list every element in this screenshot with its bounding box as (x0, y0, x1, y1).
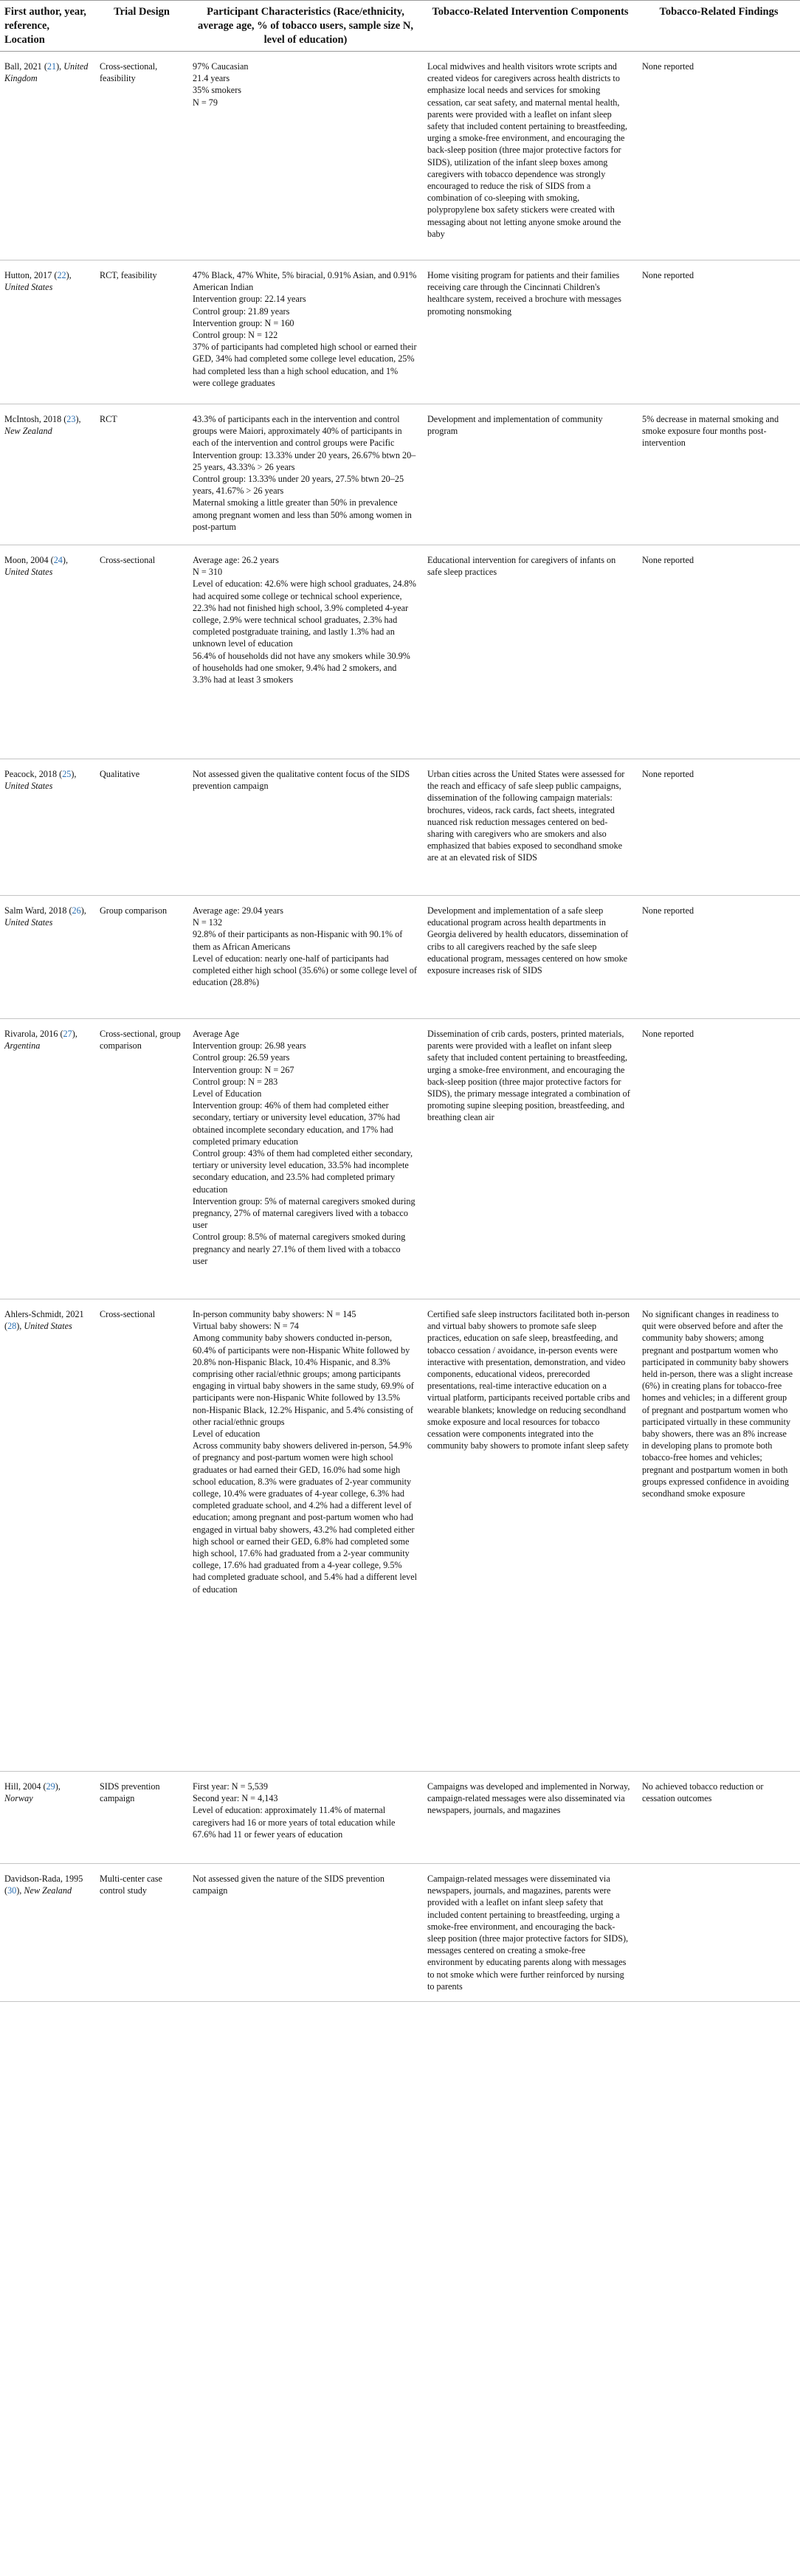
participant-line: Level of education: nearly one-half of participants had completed either high school (35.6%) or some college level of education (28.8%) (193, 953, 417, 988)
reference-close: ), (55, 1781, 61, 1792)
intervention-components: Development and implementation of a safe sleep educational program across health departments in Georgia delivered by health educators, dissemination of cribs to all caregivers reached by the safe sleep educational program, messages centered on how smoke exposure increases risk of SIDS (423, 896, 638, 1019)
table-body (0, 52, 800, 2002)
reference-close: ), (72, 1029, 77, 1039)
tobacco-findings (638, 1864, 800, 2002)
table-row (0, 759, 800, 896)
participant-characteristics (188, 260, 423, 404)
header-findings: Tobacco-Related Findings (638, 1, 800, 52)
participant-line: Level of education (193, 1429, 261, 1440)
reference-close: ), (16, 1321, 24, 1332)
study-author: Ahlers-Schmidt, 2021 ( (4, 1309, 84, 1332)
table-row (0, 1299, 800, 1772)
participant-line: Control group: 26.59 years (193, 1052, 290, 1063)
study-location: Argentina (4, 1040, 41, 1052)
participant-characteristics (188, 1772, 423, 1864)
participant-line: Control group: 13.33% under 20 years, 27.5% btwn 20–25 years, 41.67% > 26 years (193, 474, 404, 497)
participant-line: 21.4 years (193, 73, 230, 84)
intervention-components: Campaigns was developed and implemented in Norway, campaign-related messages were also disseminated via newspapers, journals, and magazines (423, 1772, 638, 1864)
table-row (0, 260, 800, 404)
participant-characteristics (188, 1019, 423, 1299)
participant-line: Control group: 21.89 years (193, 305, 290, 317)
tobacco-findings: None reported (638, 896, 800, 1019)
participant-line: Not assessed given the nature of the SIDS prevention campaign (193, 1874, 385, 1896)
reference-close: ), (80, 905, 86, 916)
tobacco-findings: None reported (638, 260, 800, 404)
participant-line: Across community baby showers delivered in-person, 54.9% of pregnancy and post-partum women were high school graduates or had earned their GED, 16.0% had some high school education, 8.3% were graduates of 2-year community college, 10.4% were graduates of 4-year college, 6.3% had completed graduate school, and 4.2% had a different level of education; among pregnant and post-partum women who had engaged in virtual baby showers, 43.2% had completed either high school or earned their GED, 6.8% had completed some high school, 17.6% had graduated from a 2-year community college, 17.6% had graduated from a 4-year college, 9.5% had completed graduate school, and 5.4% had a different level of education (193, 1440, 418, 1595)
participant-line: Control group: 8.5% of maternal caregivers smoked during pregnancy and nearly 27.1% of them lived with a tobacco user (193, 1232, 406, 1266)
reference-link[interactable]: 25 (62, 769, 72, 779)
trial-design: Cross-sectional, group comparison (95, 1019, 188, 1299)
participant-characteristics (188, 404, 423, 545)
participant-characteristics (188, 1864, 423, 2002)
participant-line: N = 79 (193, 97, 218, 108)
participant-line: Virtual baby showers: N = 74 (193, 1321, 299, 1332)
participant-characteristics (188, 759, 423, 896)
participant-line: Intervention group: 26.98 years (193, 1040, 306, 1052)
participant-line: Level of Education (193, 1088, 262, 1099)
table-row (0, 1772, 800, 1864)
intervention-components: Campaign-related messages were disseminated via newspapers, journals, and magazines, parents were provided with a leaflet on infant sleep safety that included content pertaining to breastfeeding, urging a smoke-free environment, and encouraging the back-sleep position (three major protective factors for SIDS), messages centered on creating a smoke-free environment by educating parents along with messages to not smoke which were further reinforced by nursing to parents (423, 1864, 638, 2002)
study-cell (0, 545, 95, 759)
study-cell (0, 260, 95, 404)
participant-line: Intervention group: N = 160 (193, 317, 294, 328)
study-cell (0, 1299, 95, 1772)
intervention-components: Educational intervention for caregivers of infants on safe sleep practices (423, 545, 638, 759)
trial-design: SIDS prevention campaign (95, 1772, 188, 1864)
study-location: United States (4, 781, 53, 792)
table-row (0, 896, 800, 1019)
study-cell (0, 1864, 95, 2002)
intervention-components: Certified safe sleep instructors facilitated both in-person and virtual baby showers to promote safe sleep practices, education on safe sleep, breastfeeding, and tobacco cessation / avoidance, in-person events were interactive with presentation, demonstration, and video components, educational videos, prerecorded presentations, real-time interactive education on a virtual platform, participants received portable cribs and wearable blankets; knowledge on reducing secondhand smoke exposure and local resources for tobacco cessation were components integrated into the community baby showers to promote infant sleep safety (423, 1299, 638, 1772)
study-cell (0, 404, 95, 545)
reference-close: ), (16, 1885, 24, 1896)
tobacco-findings: None reported (638, 1019, 800, 1299)
table-row (0, 52, 800, 260)
reference-close: ), (56, 61, 64, 72)
tobacco-findings: No significant changes in readiness to quit were observed before and after the community baby showers; among pregnant and postpartum women who participated in community baby showers held in-person, there was a slight increase (6%) in creating plans for tobacco-free homes and vehicles; in a different group of pregnant and postpartum women who participated virtually in these community baby showers, there was an 8% increase in developing plans to promote both tobacco-free homes and vehicles; pregnant and postpartum women in both groups expressed confidence in avoiding secondhand smoke exposure (638, 1299, 800, 1772)
study-author: Ball, 2021 ( (4, 61, 47, 72)
study-author: Peacock, 2018 ( (4, 769, 63, 779)
participant-line: 92.8% of their participants as non-Hispanic with 90.1% of them as African Americans (193, 929, 403, 952)
trial-design: Cross-sectional, feasibility (95, 52, 188, 260)
participant-line: Control group: N = 283 (193, 1076, 278, 1087)
reference-link[interactable]: 24 (53, 555, 63, 565)
study-location: New Zealand (4, 426, 52, 437)
participant-line: Average Age (193, 1029, 240, 1039)
tobacco-findings: None reported (638, 545, 800, 759)
participant-line: N = 132 (193, 917, 223, 928)
participant-line: Average age: 26.2 years (193, 555, 279, 565)
table-row (0, 1019, 800, 1299)
trial-design: Cross-sectional (95, 1299, 188, 1772)
header-intervention: Tobacco-Related Intervention Components (423, 1, 638, 52)
participant-line: Maternal smoking a little greater than 50% in prevalence among pregnant women and less than 50% among women in post-partum (193, 497, 412, 532)
participant-characteristics (188, 52, 423, 260)
study-cell (0, 759, 95, 896)
study-author: Hill, 2004 ( (4, 1781, 46, 1792)
header-participants: Participant Characteristics (Race/ethnicity, average age, % of tobacco users, sample size N, level of education) (188, 1, 423, 52)
reference-close: ), (71, 769, 77, 779)
participant-line: Control group: N = 122 (193, 330, 278, 341)
trial-design: RCT (95, 404, 188, 545)
reference-link[interactable]: 28 (7, 1321, 17, 1332)
trial-design: Cross-sectional (95, 545, 188, 759)
table-header-row (0, 1, 800, 52)
study-author: Moon, 2004 ( (4, 555, 54, 565)
participant-line: Intervention group: 22.14 years (193, 294, 306, 305)
trial-design: RCT, feasibility (95, 260, 188, 404)
participant-line: 35% smokers (193, 85, 242, 96)
participant-line: Control group: 43% of them had completed either secondary, tertiary or university level education, 33.5% had incomplete secondary education, and 23.5% had completed primary education (193, 1148, 413, 1195)
participant-line: Intervention group: 46% of them had completed either secondary, tertiary or university level education, 37% had obtained incomplete secondary education, and 17% had completed primary education (193, 1100, 401, 1147)
study-location: United States (4, 282, 53, 293)
reference-link[interactable]: 29 (46, 1781, 55, 1792)
tobacco-findings: No achieved tobacco reduction or cessation outcomes (638, 1772, 800, 1864)
tobacco-findings: None reported (638, 759, 800, 896)
study-cell (0, 1019, 95, 1299)
reference-link[interactable]: 21 (46, 61, 57, 72)
trial-design: Multi-center case control study (95, 1864, 188, 2002)
reference-link[interactable]: 27 (63, 1029, 72, 1039)
participant-line: Intervention group: N = 267 (193, 1064, 294, 1075)
study-author: Salm Ward, 2018 ( (4, 905, 72, 916)
reference-close: ), (66, 270, 72, 280)
table-row (0, 1864, 800, 2002)
intervention-components: Dissemination of crib cards, posters, printed materials, parents were provided with a leaflet on infant sleep safety that included content pertaining to breastfeeding, urging a smoke-free environment, and encouraging the back-sleep position (three major protective factors for SIDS), the primary message integrated a combination of promoting supine sleeping position, breastfeeding, and breathing clean air (423, 1019, 638, 1299)
trial-design: Qualitative (95, 759, 188, 896)
study-location: United States (24, 1321, 72, 1332)
study-location: United Kingdom (4, 61, 89, 84)
reference-link[interactable]: 26 (72, 905, 81, 916)
intervention-components: Development and implementation of community program (423, 404, 638, 545)
reference-close: ), (62, 555, 68, 565)
participant-line: Second year: N = 4,143 (193, 1793, 278, 1804)
participant-line: Intervention group: 5% of maternal caregivers smoked during pregnancy, 27% of maternal caregivers lived with a tobacco user (193, 1195, 415, 1231)
participant-line: 43.3% of participants each in the intervention and control groups were Maiori, approximately 40% of participants in each of the intervention and control groups were Pacific (193, 414, 402, 449)
participant-characteristics (188, 1299, 423, 1772)
trial-design: Group comparison (95, 896, 188, 1019)
participant-line: 56.4% of households did not have any smokers while 30.9% of households had one smoker, 9.4% had 2 smokers, and 3.3% had at least 3 smokers (193, 650, 410, 686)
study-cell (0, 1772, 95, 1864)
participant-line: Level of education: 42.6% were high school graduates, 24.8% had acquired some college or technical school experience, 22.3% had not finished high school, 3.9% completed 4-year college, 2.9% were technical school graduates, 2.3% had completed postgraduate training, and lastly 1.3% had an unknown level of education (193, 579, 416, 649)
reference-link[interactable]: 22 (57, 270, 66, 280)
participant-line: Average age: 29.04 years (193, 905, 283, 916)
table-row (0, 545, 800, 759)
participant-line: Among community baby showers conducted in-person, 60.4% of participants were non-Hispanic White followed by 20.8% non-Hispanic Black, 10.4% Hispanic, and 8.3% comprising other racial/ethnic groups; among participants engaging in virtual baby showers in the same study, 69.9% of participants were non-Hispanic White followed by 13.5% non-Hispanic Black, 12.2% Hispanic, and 5.4% consisting of other racial/ethnic groups (193, 1333, 414, 1427)
reference-link[interactable]: 30 (7, 1885, 17, 1896)
participant-characteristics (188, 896, 423, 1019)
reference-close: ), (75, 414, 81, 424)
study-location: United States (4, 917, 53, 928)
study-author: Rivarola, 2016 ( (4, 1029, 63, 1039)
study-author: McIntosh, 2018 ( (4, 414, 67, 424)
tobacco-findings: 5% decrease in maternal smoking and smoke exposure four months post-intervention (638, 404, 800, 545)
tobacco-findings: None reported (638, 52, 800, 260)
intervention-components: Local midwives and health visitors wrote scripts and created videos for caregivers across health districts to emphasize local needs and services for smoking cessation, car seat safety, and maternal mental health, parents were provided with a leaflet on infant sleep safety that included content pertaining to breastfeeding, urging a smoke-free environment, and encouraging the back-sleep position (three major protective factors for SIDS), utilization of the infant sleep boxes among caregivers with tobacco dependence was strongly encouraged to reduce the risk of SIDS from a combination of co-sleeping with smoking, polypropylene box safety stickers were created with messaging about not letting anyone smoke around the baby (423, 52, 638, 260)
participant-line: Level of education: approximately 11.4% of maternal caregivers had 16 or more years of total education while 67.6% had 11 or fewer years of education (193, 1805, 396, 1840)
table-row (0, 404, 800, 545)
participant-line: In-person community baby showers: N = 145 (193, 1309, 356, 1319)
reference-link[interactable]: 23 (66, 414, 76, 424)
study-cell (0, 896, 95, 1019)
participant-characteristics (188, 545, 423, 759)
participant-line: Intervention group: 13.33% under 20 years, 26.67% btwn 20–25 years, 43.33% > 26 years (193, 449, 416, 472)
participant-line: 37% of participants had completed high school or earned their GED, 34% had completed some college level education, 25% had completed less than a high school education, and 1% were college graduates (193, 342, 417, 388)
intervention-components: Home visiting program for patients and their families receiving care through the Cincinnati Children's healthcare system, received a brochure with messages promoting nonsmoking (423, 260, 638, 404)
study-author: Davidson-Rada, 1995 ( (4, 1874, 83, 1896)
intervention-components: Urban cities across the United States were assessed for the reach and efficacy of safe sleep public campaigns, dissemination of the following campaign materials: brochures, videos, rack cards, fact sheets, integrated nuanced risk reduction messages centered on bed-sharing with caregivers who are smokers and also emphasized that babies exposed to secondhand smoke are at an elevated risk of SIDS (423, 759, 638, 896)
participant-line: 47% Black, 47% White, 5% biracial, 0.91% Asian, and 0.91% American Indian (193, 270, 417, 293)
study-location: New Zealand (24, 1885, 72, 1896)
participant-line: 97% Caucasian (193, 61, 249, 72)
header-design: Trial Design (95, 1, 188, 52)
study-author: Hutton, 2017 ( (4, 270, 58, 280)
study-location: United States (4, 567, 53, 578)
study-location: Norway (4, 1793, 33, 1804)
header-study: First author, year, reference, Location (0, 1, 95, 52)
participant-line: Not assessed given the qualitative content focus of the SIDS prevention campaign (193, 769, 410, 792)
participant-line: N = 310 (193, 567, 223, 578)
study-cell (0, 52, 95, 260)
participant-line: First year: N = 5,539 (193, 1781, 268, 1792)
